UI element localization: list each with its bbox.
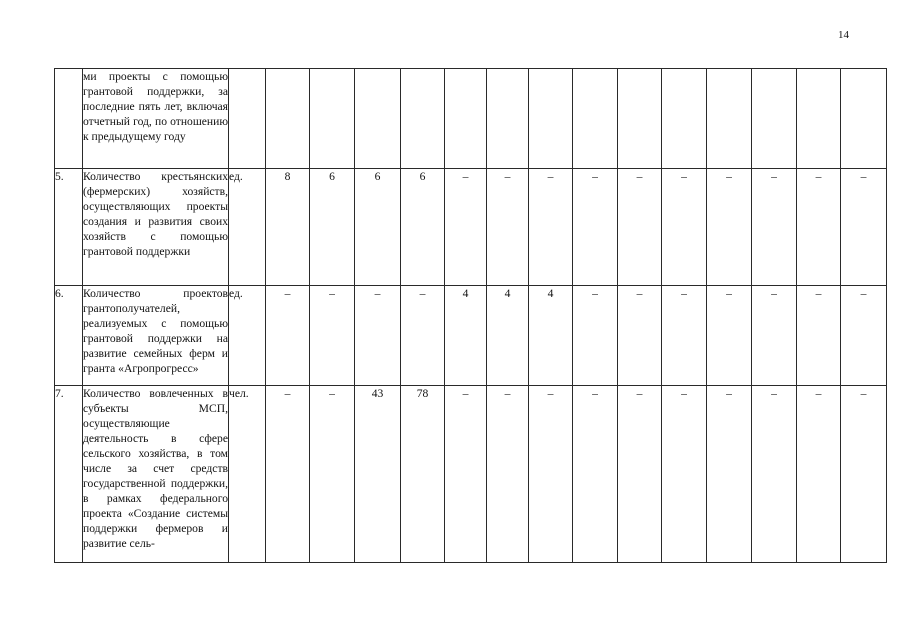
indicators-table — [54, 68, 887, 563]
table-row — [55, 69, 887, 169]
page-number: 14 — [838, 29, 849, 41]
value-cell — [841, 69, 887, 169]
row-number: 5. — [55, 169, 83, 286]
unit-cell: чел. — [229, 386, 266, 563]
value-cell: 6 — [401, 169, 445, 286]
value-cell — [752, 69, 797, 169]
value-cell: 8 — [266, 169, 310, 286]
indicator-name: Количество крестьянских (фермерских) хозяйств, осуществляющих проекты создания и развития своих хозяйств с помощью грантовой поддержки — [83, 169, 229, 286]
value-cell: – — [487, 386, 529, 563]
value-cell: – — [573, 169, 618, 286]
table-row — [55, 169, 887, 286]
value-cell: – — [401, 286, 445, 386]
value-cell: – — [752, 386, 797, 563]
value-cell: – — [797, 169, 841, 286]
value-cell — [618, 69, 662, 169]
value-cell: – — [707, 286, 752, 386]
unit-cell — [229, 69, 266, 169]
value-cell: – — [797, 286, 841, 386]
value-cell — [662, 69, 707, 169]
value-cell: – — [707, 386, 752, 563]
value-cell — [355, 69, 401, 169]
value-cell: – — [841, 286, 887, 386]
value-cell: – — [487, 169, 529, 286]
value-cell: – — [355, 286, 401, 386]
value-cell: – — [310, 386, 355, 563]
indicator-name: Количество вовлеченных в субъекты МСП, осуществляющие деятельность в сфере сельского хозяйства, в том числе за счет средств государственной поддержки, в рамках федерального проекта «Создание системы поддержки фермеров и развитие сель- — [83, 386, 229, 563]
row-number: 6. — [55, 286, 83, 386]
value-cell — [266, 69, 310, 169]
value-cell: – — [662, 286, 707, 386]
value-cell: – — [797, 386, 841, 563]
value-cell: 6 — [355, 169, 401, 286]
value-cell: – — [618, 386, 662, 563]
value-cell: 4 — [445, 286, 487, 386]
value-cell — [487, 69, 529, 169]
value-cell — [707, 69, 752, 169]
value-cell — [797, 69, 841, 169]
value-cell: – — [445, 169, 487, 286]
indicator-name: Количество проектов грантополучателей, реализуемых с помощью грантовой поддержки на развитие семейных ферм и гранта «Агропрогресс» — [83, 286, 229, 386]
value-cell: – — [662, 169, 707, 286]
value-cell: – — [266, 386, 310, 563]
value-cell: – — [841, 169, 887, 286]
indicator-name: ми проекты с помощью грантовой поддержки, за последние пять лет, включая отчетный год, по отношению к предыдущему году — [83, 69, 229, 169]
value-cell: 4 — [487, 286, 529, 386]
value-cell — [445, 69, 487, 169]
value-cell: 6 — [310, 169, 355, 286]
value-cell: – — [707, 169, 752, 286]
value-cell: – — [752, 169, 797, 286]
value-cell: – — [662, 386, 707, 563]
value-cell: – — [573, 286, 618, 386]
value-cell: – — [573, 386, 618, 563]
value-cell: 78 — [401, 386, 445, 563]
value-cell: – — [752, 286, 797, 386]
value-cell: – — [266, 286, 310, 386]
unit-cell: ед. — [229, 286, 266, 386]
value-cell: – — [445, 386, 487, 563]
value-cell: – — [529, 169, 573, 286]
value-cell: – — [841, 386, 887, 563]
row-number — [55, 69, 83, 169]
value-cell: – — [310, 286, 355, 386]
row-number: 7. — [55, 386, 83, 563]
value-cell — [401, 69, 445, 169]
table-row — [55, 386, 887, 563]
value-cell: – — [529, 386, 573, 563]
value-cell — [573, 69, 618, 169]
value-cell — [310, 69, 355, 169]
value-cell: 4 — [529, 286, 573, 386]
value-cell: – — [618, 169, 662, 286]
unit-cell: ед. — [229, 169, 266, 286]
value-cell — [529, 69, 573, 169]
table-row — [55, 286, 887, 386]
value-cell: – — [618, 286, 662, 386]
value-cell: 43 — [355, 386, 401, 563]
